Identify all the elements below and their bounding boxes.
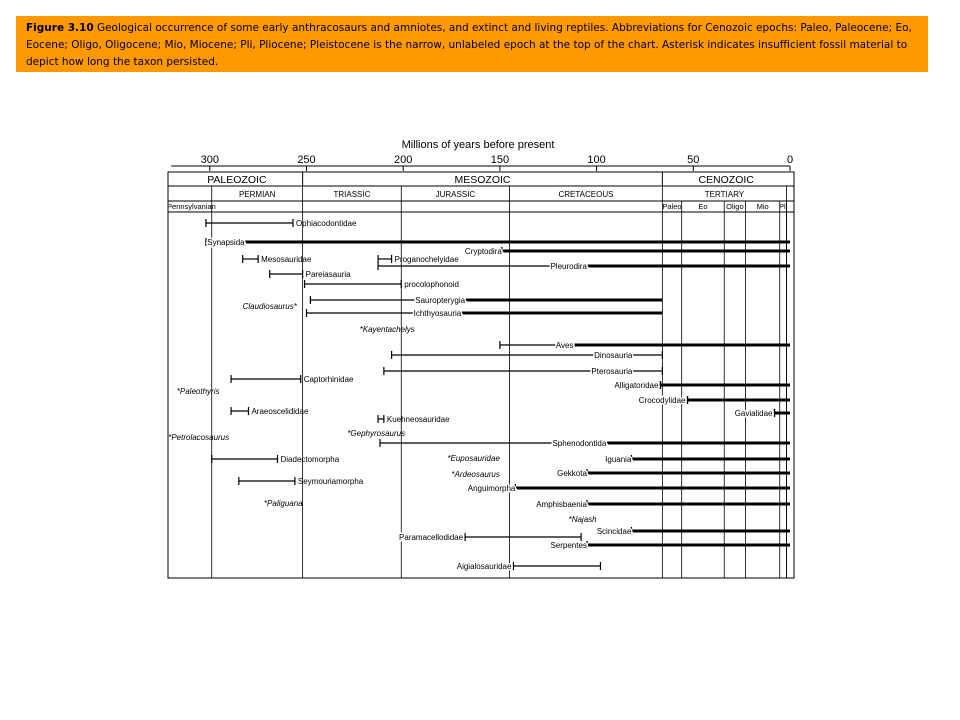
taxon-label: Kuehneosauridae	[386, 415, 450, 424]
period-label: PERMIAN	[238, 190, 276, 199]
taxon-label: Gekkota	[557, 469, 587, 478]
taxon-label: Aigialosauridae	[456, 562, 512, 571]
taxon-label: *Gephyrosaurus	[347, 429, 406, 438]
taxon-label: Diadectomorpha	[280, 455, 340, 464]
tick-label: 300	[200, 154, 219, 166]
epoch-label: Pennsylvanian	[167, 202, 216, 211]
chart-frame	[168, 172, 794, 578]
period-label: JURASSIC	[435, 190, 476, 199]
taxon-range	[378, 255, 459, 264]
taxon-range	[305, 280, 459, 289]
taxon-range	[536, 500, 790, 509]
taxon-range	[500, 341, 790, 350]
taxon-label: *Paleothyris	[176, 387, 220, 396]
taxon-label: *Kayentachelys	[359, 325, 415, 334]
tick-label: 0	[786, 154, 794, 166]
era-label: PALEOZOIC	[207, 174, 267, 186]
taxon-label: Ophiacodontidae	[295, 219, 357, 228]
taxon-range	[231, 407, 309, 416]
taxon-range	[392, 351, 663, 360]
figure-caption-label: Figure 3.10	[26, 22, 94, 34]
taxon-label: *Najash	[568, 515, 597, 524]
taxon-label: Pterosauria	[591, 367, 633, 376]
era-label: MESOZOIC	[454, 174, 511, 186]
taxon-label: procolophonoid	[404, 280, 459, 289]
taxon-label: Sauropterygia	[415, 296, 466, 305]
taxon-label: Crocodylidae	[638, 396, 686, 405]
taxon-label: Cryptodira	[464, 247, 502, 256]
taxon-label: Pleurodira	[550, 262, 587, 271]
tick-label: 50	[687, 154, 700, 166]
taxon-ranges	[168, 219, 790, 571]
taxon-range	[380, 439, 790, 448]
epoch-label: Mio	[756, 202, 769, 211]
taxon-label: Araeoscelididae	[251, 407, 309, 416]
taxon-label: Sphenodontida	[552, 439, 607, 448]
taxon-label: *Paliguana	[263, 499, 303, 508]
taxon-range	[597, 527, 790, 536]
taxon-label: Amphisbaenia	[536, 500, 587, 509]
taxon-range	[270, 270, 351, 279]
era-label: CENOZOIC	[698, 174, 754, 186]
taxon-label: Alligatoridae	[614, 381, 659, 390]
taxon-range	[231, 375, 354, 384]
taxon-label: Paramacellodidae	[399, 533, 464, 542]
taxon-range	[310, 296, 662, 305]
period-label: CRETACEOUS	[558, 190, 614, 199]
epoch-label: Oligo	[726, 202, 744, 211]
taxon-label: Claudiosaurus*	[242, 302, 297, 311]
axis-title: Millions of years before present	[401, 139, 555, 151]
taxon-range	[457, 562, 601, 571]
taxon-label: Ichthyosauria	[413, 309, 462, 318]
tick-label: 150	[490, 154, 510, 166]
taxon-label: Captorhinidae	[303, 375, 354, 384]
taxon-range	[735, 409, 790, 418]
taxon-label: Anguimorpha	[467, 484, 516, 493]
period-label: TERTIARY	[704, 190, 745, 199]
taxon-range	[206, 219, 357, 228]
taxon-label: Serpentes	[550, 541, 587, 550]
taxon-range	[378, 415, 450, 424]
taxon-label: Seymouriamorpha	[297, 477, 364, 486]
tick-label: 250	[297, 154, 316, 166]
taxon-range	[384, 367, 662, 376]
taxon-range	[639, 396, 790, 405]
taxon-range	[206, 238, 790, 247]
taxon-label: Pareiasauria	[305, 270, 351, 279]
figure-caption-text: Geological occurrence of some early anthracosaurs and amniotes, and extinct and living reptiles. Abbreviations for Cenozoic epochs: Paleo, Paleocene; Eo, Eocene; Oligo, Oligocene; Mio, Miocene; Pli, Pliocene; Pleistocene is the narrow, unlabeled epoch at the top of the chart. Asterisk indicates insufficient fossil material to depict how long the taxon persisted.	[26, 22, 912, 68]
taxon-range	[614, 381, 790, 390]
epoch-label: Pli	[778, 202, 788, 211]
taxon-label: Dinosauria	[594, 351, 633, 360]
taxon-label: Synapsida	[207, 238, 245, 247]
taxon-label: *Euposauridae	[447, 454, 500, 463]
taxon-label: *Petrolacosaurus	[168, 433, 230, 442]
period-label: TRIASSIC	[333, 190, 371, 199]
taxon-range	[605, 455, 790, 464]
taxon-label: Gavialidae	[734, 409, 773, 418]
taxon-range	[550, 541, 790, 550]
tick-label: 200	[394, 154, 413, 166]
epoch-label: Paleo	[662, 202, 682, 211]
taxon-range	[239, 477, 364, 486]
taxon-label: Mesosauridae	[261, 255, 312, 264]
tick-label: 100	[587, 154, 606, 166]
taxon-label: Aves	[555, 341, 574, 350]
axis-ticks	[171, 154, 793, 171]
taxon-range	[465, 247, 790, 256]
epoch-label: Eo	[698, 202, 708, 211]
taxon-label: *Ardeosaurus	[451, 470, 500, 479]
taxon-label: Proganochelyidae	[394, 255, 459, 264]
taxon-range	[212, 455, 340, 464]
taxon-range	[243, 255, 312, 264]
taxon-label: Iguania	[605, 455, 632, 464]
taxon-range	[307, 309, 663, 318]
taxon-range	[557, 469, 790, 478]
time-scale-frame	[167, 172, 794, 578]
taxon-label: Scincidae	[596, 527, 632, 536]
taxon-range	[468, 484, 790, 493]
